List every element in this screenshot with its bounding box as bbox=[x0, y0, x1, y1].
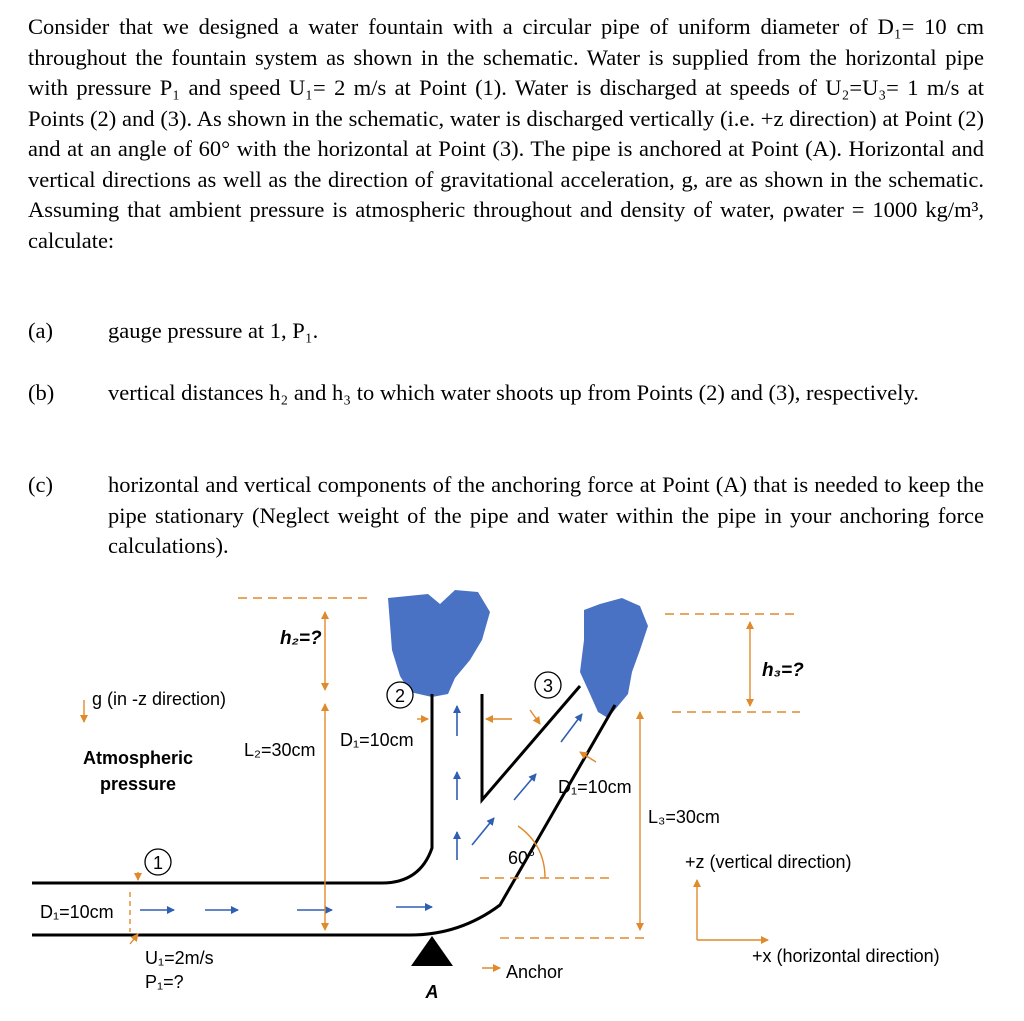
part-c-text: horizontal and vertical components of the anchoring force at Point (A) that is needed to keep the pipe stationary (Neglect weight of the pipe and water within the pipe in your anchoring force calculations). bbox=[108, 472, 984, 558]
part-a-label: (a) bbox=[28, 318, 53, 343]
water-jet-3 bbox=[580, 598, 648, 718]
gravity-label: g (in -z direction) bbox=[92, 689, 227, 709]
U1-label: U₁=2m/s bbox=[145, 948, 214, 968]
x-axis-label: +x (horizontal direction) bbox=[752, 946, 940, 966]
water-jet-2 bbox=[388, 590, 490, 697]
D1-top-label: D₁=10cm bbox=[340, 730, 414, 750]
part-b-text: vertical distances h₂ and h₃ to which water shoots up from Points (2) and (3), respectively. bbox=[108, 380, 919, 405]
atmospheric-label: Atmospheric bbox=[82, 748, 194, 768]
P1-label: P₁=? bbox=[145, 972, 184, 992]
problem-statement: Consider that we designed a water fountain with a circular pipe of uniform diameter of D₁= 10 cm throughout the fountain system as shown in the schematic. Water is supplied from the horizontal pipe with pressure P₁ and speed U₁= 2 m/s at Point (1). Water is discharged at speeds of U₂=U₃= 1 m/s at Points (2) and (3). As shown in the schematic, water is discharged vertically (i.e. +z direction) at Point (2) and at an angle of 60° with the horizontal at Point (3). The pipe is anchored at Point (A). Horizontal and vertical directions as well as the direction of gravitational acceleration, g, are as shown in the schematic. Assuming that ambient pressure is atmospheric throughout and density of water, ρwater = 1000 kg/m³, calculate: bbox=[28, 14, 984, 253]
angle-label: 60° bbox=[508, 848, 536, 868]
part-b-label: (b) bbox=[28, 380, 55, 405]
L2-label: L₂=30cm bbox=[244, 740, 316, 760]
h2-label: h₂=? bbox=[280, 628, 322, 649]
pipe-walls bbox=[32, 686, 615, 935]
D1-inlet-label: D₁=10cm bbox=[40, 902, 114, 922]
anchor-point-label: A bbox=[425, 982, 439, 1002]
anchor-label: Anchor bbox=[506, 962, 564, 982]
h3-label: h₃=? bbox=[762, 660, 804, 681]
L3-label: L₃=30cm bbox=[648, 807, 720, 827]
point-3-label: 3 bbox=[542, 676, 554, 696]
part-a-text: gauge pressure at 1, P₁. bbox=[108, 318, 319, 343]
point-2-label: 2 bbox=[394, 686, 406, 706]
D1-branch-label: D₁=10cm bbox=[558, 777, 632, 797]
z-axis-label: +z (vertical direction) bbox=[685, 852, 852, 872]
part-c-label: (c) bbox=[28, 472, 53, 497]
pressure-label: pressure bbox=[99, 774, 177, 794]
point-1-label: 1 bbox=[152, 853, 164, 873]
anchor-triangle bbox=[411, 936, 453, 966]
